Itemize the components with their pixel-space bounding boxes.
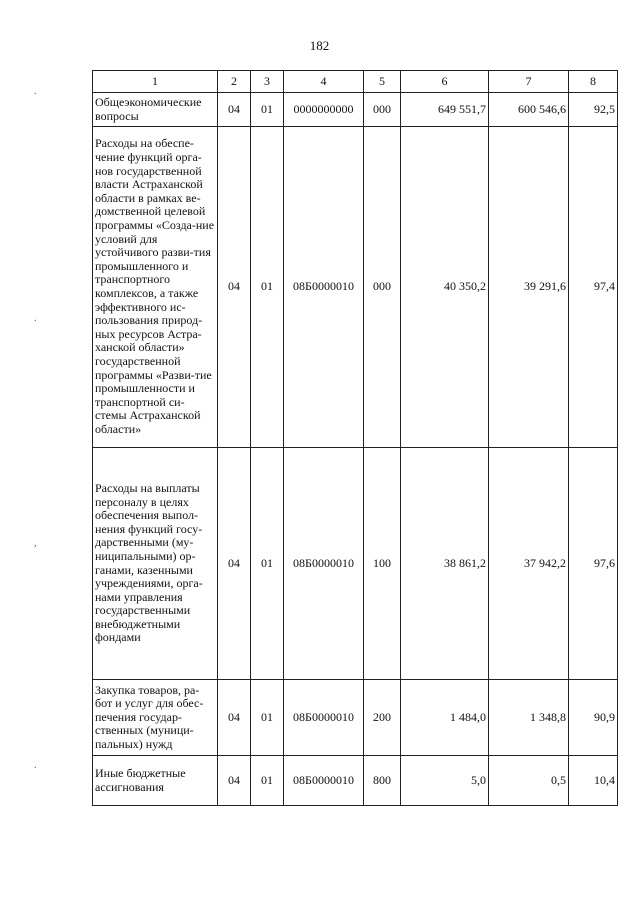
row-code: 0000000000 xyxy=(284,93,364,127)
row-code: 08Б0000010 xyxy=(284,680,364,756)
row-name: Общеэкономические вопросы xyxy=(93,93,218,127)
budget-table xyxy=(92,70,618,806)
row-planned: 5,0 xyxy=(401,756,489,806)
row-section: 04 xyxy=(218,448,251,680)
row-percent: 97,4 xyxy=(569,127,618,448)
scan-mark: . xyxy=(34,760,37,771)
table-header-row xyxy=(93,71,618,93)
scan-mark: . xyxy=(34,313,37,324)
row-planned: 40 350,2 xyxy=(401,127,489,448)
row-percent: 92,5 xyxy=(569,93,618,127)
column-header: 7 xyxy=(489,71,569,93)
row-percent: 97,6 xyxy=(569,448,618,680)
row-section: 04 xyxy=(218,93,251,127)
row-percent: 10,4 xyxy=(569,756,618,806)
table-row xyxy=(93,680,618,756)
row-code: 08Б0000010 xyxy=(284,127,364,448)
row-actual: 1 348,8 xyxy=(489,680,569,756)
column-header: 6 xyxy=(401,71,489,93)
row-code: 08Б0000010 xyxy=(284,756,364,806)
row-type: 000 xyxy=(364,93,401,127)
row-actual: 0,5 xyxy=(489,756,569,806)
row-type: 800 xyxy=(364,756,401,806)
table-row xyxy=(93,756,618,806)
row-section: 04 xyxy=(218,756,251,806)
table-row xyxy=(93,127,618,448)
page-number: 182 xyxy=(309,38,330,53)
row-subsection: 01 xyxy=(251,448,284,680)
row-section: 04 xyxy=(218,680,251,756)
row-type: 100 xyxy=(364,448,401,680)
row-name: Иные бюджетные ассигнования xyxy=(93,756,218,806)
row-planned: 1 484,0 xyxy=(401,680,489,756)
row-subsection: 01 xyxy=(251,680,284,756)
column-header: 8 xyxy=(569,71,618,93)
column-header: 2 xyxy=(218,71,251,93)
row-planned: 38 861,2 xyxy=(401,448,489,680)
column-header: 3 xyxy=(251,71,284,93)
column-header: 1 xyxy=(93,71,218,93)
scan-mark: . xyxy=(34,86,37,97)
row-planned: 649 551,7 xyxy=(401,93,489,127)
row-name: Закупка товаров, ра-бот и услуг для обес-печения государ-ственных (муници-пальных) нужд xyxy=(93,680,218,756)
column-header: 5 xyxy=(364,71,401,93)
row-subsection: 01 xyxy=(251,127,284,448)
row-type: 000 xyxy=(364,127,401,448)
row-actual: 37 942,2 xyxy=(489,448,569,680)
row-subsection: 01 xyxy=(251,93,284,127)
row-section: 04 xyxy=(218,127,251,448)
row-type: 200 xyxy=(364,680,401,756)
row-name: Расходы на выплаты персоналу в целях обеспечения выпол-нения функций госу-дарственными (му-ниципальными) ор-ганами, казенными учреждениями, орга-нами управления государственными внебюджетными фондами xyxy=(93,448,218,680)
scan-mark: , xyxy=(34,538,37,549)
table-row xyxy=(93,93,618,127)
row-name: Расходы на обеспе-чение функций орга-нов государственной власти Астраханской области в рамках ве-домственной целевой программы «Созда-ние условий для устойчивого разви-тия промышленного и транспортного комплексов, а также эффективного ис-пользования природ-ных ресурсов Астра-ханской области» государственной программы «Разви-тие промышленности и транспортной си-стемы Астраханской области» xyxy=(93,127,218,448)
table-row xyxy=(93,448,618,680)
column-header: 4 xyxy=(284,71,364,93)
row-actual: 600 546,6 xyxy=(489,93,569,127)
row-percent: 90,9 xyxy=(569,680,618,756)
row-actual: 39 291,6 xyxy=(489,127,569,448)
row-code: 08Б0000010 xyxy=(284,448,364,680)
row-subsection: 01 xyxy=(251,756,284,806)
